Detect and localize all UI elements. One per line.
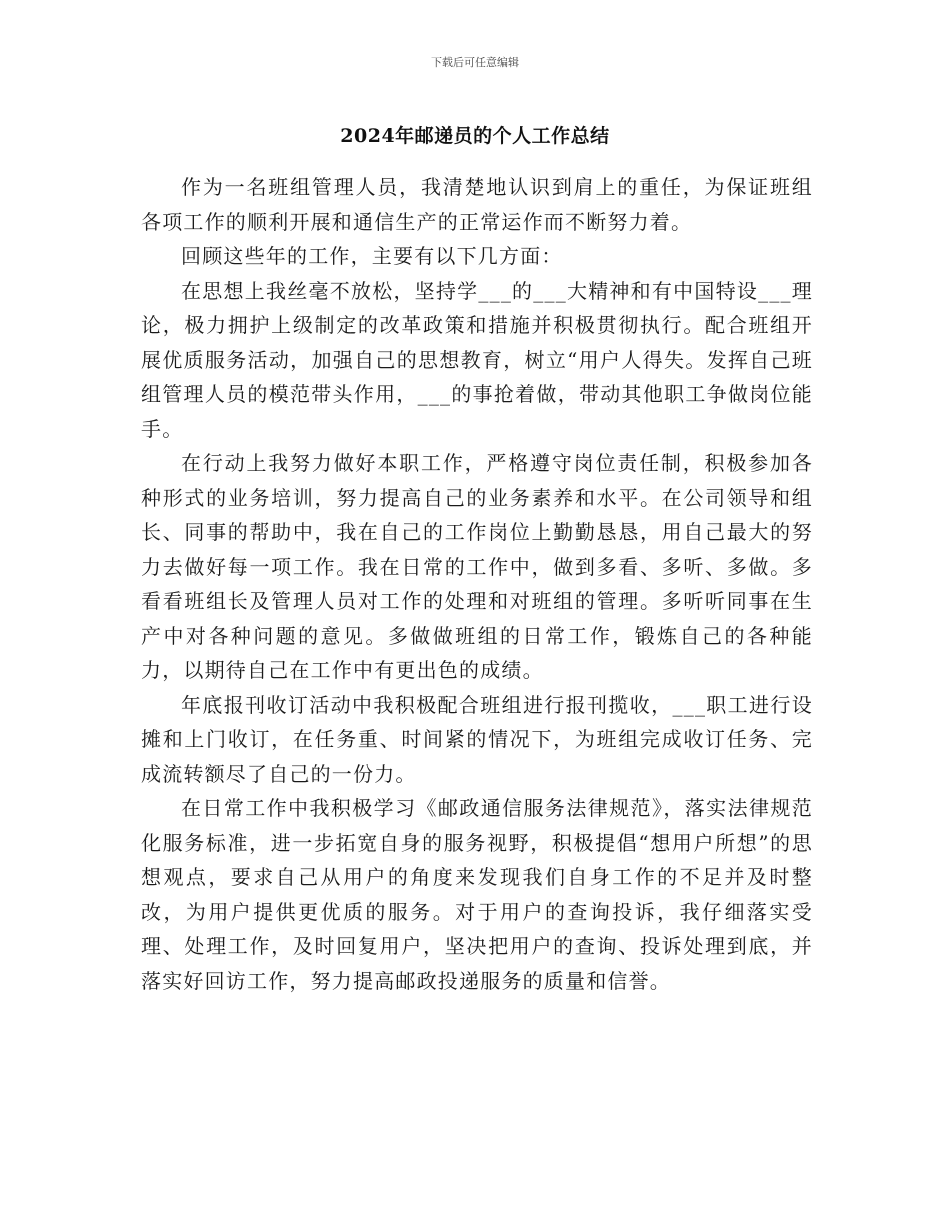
paragraph-ideology: 在思想上我丝毫不放松，坚持学___的___大精神和有中国特设___理论，极力拥护上级制定的改革政策和措施并积极贯彻执行。配合班组开展优质服务活动，加强自己的思想教育，树立“用户人得失。发挥自己班组管理人员的模范带头作用，___的事抢着做，带动其他职工争做岗位能手。 bbox=[141, 278, 813, 441]
paragraph-subscription: 年底报刊收订活动中我积极配合班组进行报刊揽收，___职工进行设摊和上门收订，在任务重、时间紧的情况下，为班组完成收订任务、完成流转额尽了自己的一份力。 bbox=[141, 692, 813, 786]
header-note: 下载后可任意编辑 bbox=[431, 56, 519, 69]
paragraph-service: 在日常工作中我积极学习《邮政通信服务法律规范》，落实法律规范化服务标准，进一步拓宽自身的服务视野，积极提倡“想用户所想”的思想观点，要求自己从用户的角度来发现我们自身工作的不足并及时整改，为用户提供更优质的服务。对于用户的查询投诉，我仔细落实受理、处理工作，及时回复用户，坚决把用户的查询、投诉处理到底，并落实好回访工作，努力提高邮政投递服务的质量和信誉。 bbox=[141, 796, 813, 993]
paragraph-review: 回顾这些年的工作，主要有以下几方面： bbox=[181, 244, 563, 268]
document-body bbox=[141, 170, 813, 998]
paragraph-intro: 作为一名班组管理人员，我清楚地认识到肩上的重任，为保证班组各项工作的顺利开展和通信生产的正常运作而不断努力着。 bbox=[141, 175, 813, 234]
paragraph-action: 在行动上我努力做好本职工作，严格遵守岗位责任制，积极参加各种形式的业务培训，努力提高自己的业务素养和水平。在公司领导和组长、同事的帮助中，我在自己的工作岗位上勤勤恳恳，用自己最大的努力去做好每一项工作。我在日常的工作中，做到多看、多听、多做。多看看班组长及管理人员对工作的处理和对班组的管理。多听听同事在生产中对各种问题的意见。多做做班组的日常工作，锻炼自己的各种能力，以期待自己在工作中有更出色的成绩。 bbox=[141, 451, 813, 682]
document-title: 2024年邮递员的个人工作总结 bbox=[340, 125, 610, 147]
